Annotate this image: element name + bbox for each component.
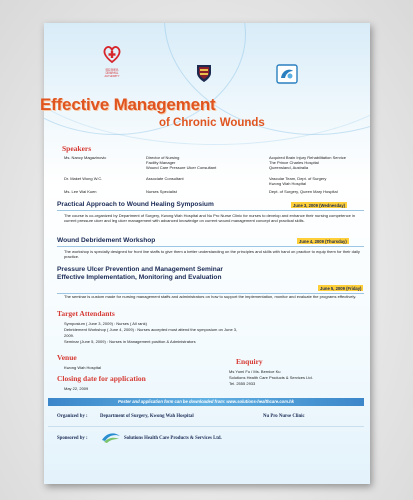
event-date-badge: June 5, 2009 (Friday) <box>320 285 362 291</box>
poster-title: Effective Management <box>40 95 216 114</box>
event-date-badge: June 4, 2009 (Thursday) <box>299 238 347 244</box>
solutions-swoosh-icon <box>101 430 121 444</box>
organizer-2: Nu Pro Nurse Clinic <box>263 414 305 419</box>
target-line: Symposium ( June 3, 2009) : Nurses ( All rank) <box>64 321 147 326</box>
speaker-role: Facility Manager <box>146 160 176 165</box>
speaker-org: Queensland, Australia <box>269 165 309 170</box>
nu-pro-logo <box>276 64 298 89</box>
logo-caption: 醫院管理局 <box>105 69 119 72</box>
speaker-org: Dept. of Surgery, Queen Mary Hospital <box>269 189 338 194</box>
kwong-wah-crest-logo <box>195 63 213 88</box>
speaker-role: Wound Care Pressure Ulcer Consultant <box>146 165 217 170</box>
target-heading: Target Attendants <box>57 309 115 318</box>
speaker-name: Ms. Nancy Magazinovic <box>64 155 107 160</box>
divider <box>57 246 364 247</box>
logo-caption: HOSPITAL <box>105 72 119 75</box>
event-heading: Wound Debridement Workshop <box>57 237 156 244</box>
crest-icon <box>195 63 213 83</box>
speakers-heading: Speakers <box>62 144 92 153</box>
event-heading: Pressure Ulcer Prevention and Management Seminar <box>57 266 224 273</box>
speaker-name: Dr. Maket Wong W.C. <box>64 176 103 181</box>
event-date-badge: June 3, 2009 (Wednesday) <box>293 202 346 208</box>
event-heading-line2: Effective Implementation, Monitoring and Evaluation <box>57 274 222 281</box>
hospital-authority-logo <box>102 44 122 78</box>
speaker-name: Ms. Lee Wai Kuen <box>64 189 97 194</box>
event-heading: Practical Approach to Wound Healing Symposium <box>57 201 214 208</box>
speaker-org: The Prince Charles Hospital <box>269 160 319 165</box>
enquiry-line: Solutions Health Care Products & Services Ltd. <box>229 375 313 380</box>
nu-pro-icon <box>276 64 298 84</box>
closing-date-value: May 22, 2009 <box>64 386 89 391</box>
divider <box>57 210 364 211</box>
speaker-org: Vascular Team, Dept. of Surgery <box>269 176 327 181</box>
speaker-role: Director of Nursing <box>146 155 180 160</box>
enquiry-heading: Enquiry <box>236 357 263 366</box>
closing-date-heading: Closing date for application <box>57 374 146 383</box>
logo-caption: AUTHORITY <box>104 75 120 78</box>
speaker-role: Associate Consultant <box>146 176 184 181</box>
speaker-role: Nurses Specialist <box>146 189 177 194</box>
enquiry-line: Ms Yumi Fu / Ms. Bernice Ku <box>229 369 281 374</box>
event-description: The workshop is specially designed for front line staffs to give them a better understanding on the principles and skills with hand on practice to equip them for their daily practice. <box>64 249 360 259</box>
solutions-logo <box>101 430 121 449</box>
organized-by-label: Organized by : <box>57 414 88 419</box>
sponsored-by-label: Sponsored by : <box>57 436 88 441</box>
divider <box>48 426 364 427</box>
venue-value: Kwong Wah Hospital <box>64 365 101 370</box>
target-line: 2009. <box>64 333 75 338</box>
target-line: Seminar (June 5, 2009) : Nurses in Management position & Administrators <box>64 339 196 344</box>
sponsor-name: Solutions Health Care Products & Services Ltd. <box>124 436 222 441</box>
target-line: Debridement Workshop ( June 4, 2009) : Nurses accepted must attend the symposium on June 3, <box>64 327 238 332</box>
speaker-org: Kwong Wah Hospital <box>269 181 306 186</box>
organizer-1: Department of Surgery, Kwong Wah Hospital <box>100 414 194 419</box>
enquiry-line: Tel. 2555 2933 <box>229 381 256 386</box>
download-bar <box>48 398 364 406</box>
event-description: The course is co-organized by Department of Surgery, Kwong Wah Hospital and Nu Pro Nurse Clinic for nurses to develop and enhance their nursing competence in current pressure ulcer and leg ulcer management with advanced knowledge on current wound management concept and practical skills. <box>64 213 356 223</box>
poster-subtitle: of Chronic Wounds <box>159 117 265 129</box>
speaker-org: Acquired Brain Injury Rehabilitation Service <box>269 155 346 160</box>
download-link-text[interactable]: Poster and application form can be downloaded from: www.solutions-healthcare.com.hk <box>118 399 294 404</box>
hospital-authority-icon <box>102 44 122 64</box>
venue-heading: Venue <box>57 353 77 362</box>
event-description: The seminar is custom made for nursing management staffs and administrators on how to support the implementation, monitor and evaluate the programs effectively. <box>64 294 357 299</box>
